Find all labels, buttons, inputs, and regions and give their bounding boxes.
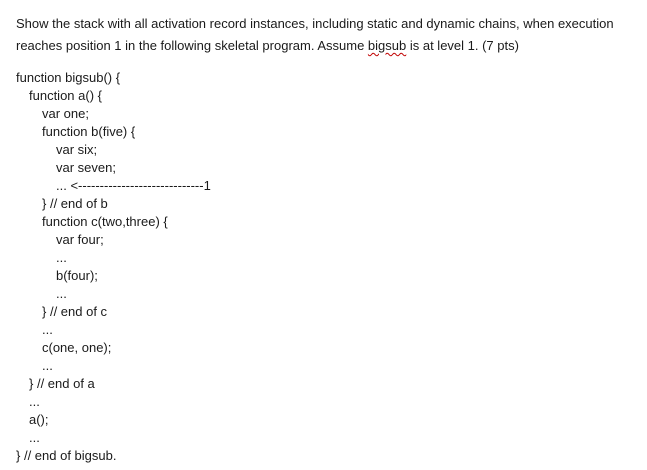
spellcheck-flagged-word: bigsub: [367, 38, 407, 53]
question-line-2: [16, 35, 641, 57]
code-line-end-b: } // end of b: [42, 196, 108, 211]
code-line-ellipsis: ...: [56, 250, 67, 265]
code-line-ellipsis: ...: [56, 286, 67, 301]
code-line-ellipsis: ...: [29, 394, 40, 409]
code-line-a-header: function a() {: [29, 88, 102, 103]
code-line-var-seven: var seven;: [56, 160, 116, 175]
code-line-end-c: } // end of c: [42, 304, 108, 319]
code-line-call-a: a();: [29, 412, 49, 427]
code-line-var-six: var six;: [56, 142, 98, 157]
code-line-var-one: var one;: [42, 106, 89, 121]
code-line-c-header: function c(two,three) {: [42, 214, 168, 229]
code-line-call-c: c(one, one);: [42, 340, 112, 355]
question-text: [16, 13, 641, 57]
code-line-ellipsis: ...: [29, 430, 40, 445]
question-line-1: Show the stack with all activation record instances, including static and dynamic chains, when execution: [16, 16, 614, 31]
code-line-var-four: var four;: [56, 232, 104, 247]
code-line-end-a: } // end of a: [29, 376, 95, 391]
code-line-end-bigsub: } // end of bigsub.: [16, 448, 117, 463]
code-line-bigsub-header: function bigsub() {: [16, 70, 121, 85]
question-line-2-end: is at level 1. (7 pts): [406, 38, 519, 53]
question-line-2-start: reaches position 1 in the following skeletal program. Assume: [16, 38, 368, 53]
code-line-ellipsis: ...: [42, 358, 53, 373]
code-line-b-header: function b(five) {: [42, 124, 136, 139]
code-line-position-1: ... <-----------------------------1: [56, 178, 211, 193]
code-line-ellipsis: ...: [42, 322, 53, 337]
code-line-call-b: b(four);: [56, 268, 98, 283]
